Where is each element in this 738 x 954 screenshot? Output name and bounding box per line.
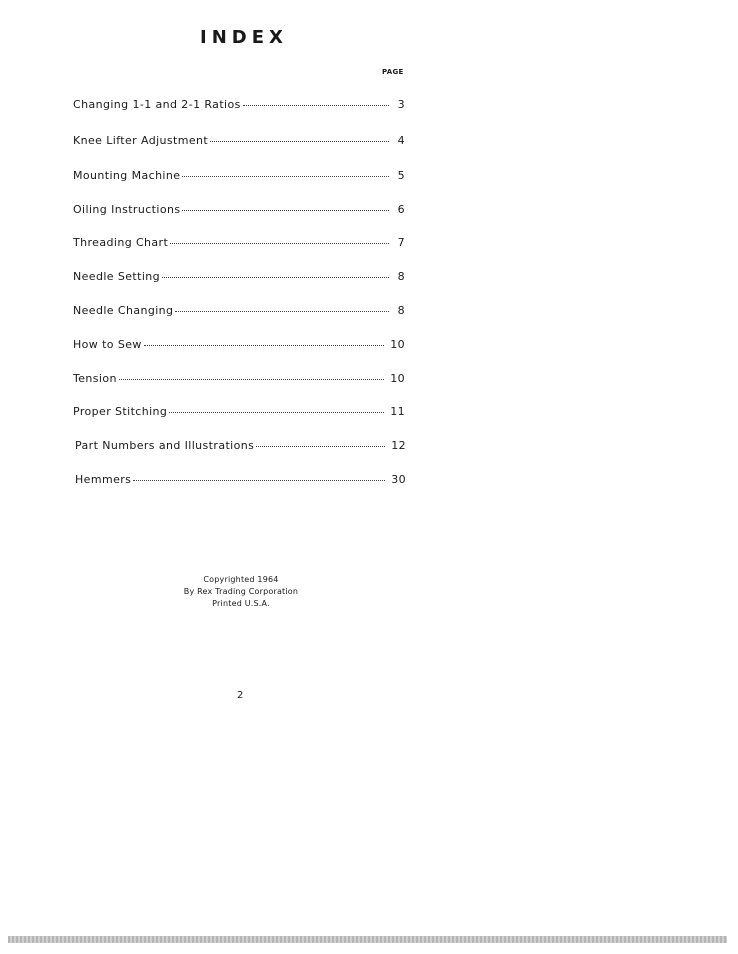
toc-entry-page: 8: [397, 304, 405, 317]
toc-entry-page: 11: [390, 405, 405, 418]
toc-entry-page: 6: [397, 203, 405, 216]
leader-dots: [162, 269, 389, 278]
toc-entry-page: 3: [397, 98, 405, 111]
toc-entry-title: Hemmers: [75, 473, 132, 486]
leader-dots: [119, 371, 384, 380]
toc-entry-title: Needle Setting: [73, 270, 161, 283]
page-column-heading: PAGE: [382, 68, 404, 76]
toc-entry: [75, 439, 406, 455]
leader-dots: [144, 337, 384, 346]
toc-entry-title: Oiling Instructions: [73, 203, 181, 216]
leader-dots: [243, 97, 389, 106]
toc-entry-page: 7: [397, 236, 405, 249]
publisher-line: By Rex Trading Corporation: [183, 587, 299, 596]
toc-entry: [75, 473, 406, 489]
leader-dots: [182, 168, 389, 177]
toc-entry-page: 12: [391, 439, 406, 452]
toc-entry-title: How to Sew: [73, 338, 142, 351]
page-title: INDEX: [200, 27, 288, 48]
leader-dots: [182, 202, 389, 211]
toc-entry-page: 10: [390, 338, 405, 351]
toc-entry-title: Part Numbers and Illustrations: [75, 439, 255, 452]
toc-entry: [73, 405, 405, 421]
leader-dots: [256, 438, 385, 447]
toc-entry-page: 30: [391, 473, 406, 486]
printed-line: Printed U.S.A.: [212, 599, 270, 608]
toc-entry: [73, 98, 405, 114]
toc-entry: [73, 304, 405, 320]
toc-entry: [73, 236, 405, 252]
toc-entry: [73, 203, 405, 219]
scan-edge-bar: [8, 936, 727, 943]
toc-entry: [73, 169, 405, 185]
page-number: 2: [237, 690, 244, 701]
toc-entry-page: 4: [397, 134, 405, 147]
toc-entry-title: Needle Changing: [73, 304, 174, 317]
leader-dots: [170, 235, 389, 244]
toc-entry-page: 5: [397, 169, 405, 182]
toc-entry-title: Threading Chart: [73, 236, 169, 249]
toc-entry: [73, 134, 405, 150]
toc-entry: [73, 270, 405, 286]
toc-entry-page: 8: [397, 270, 405, 283]
toc-entry-title: Changing 1-1 and 2-1 Ratios: [73, 98, 241, 111]
leader-dots: [133, 472, 385, 481]
toc-entry: [73, 338, 405, 354]
leader-dots: [175, 303, 389, 312]
copyright-line: Copyrighted 1964: [203, 575, 279, 584]
toc-entry-title: Knee Lifter Adjustment: [73, 134, 209, 147]
toc-entry-page: 10: [390, 372, 405, 385]
toc-entry-title: Proper Stitching: [73, 405, 168, 418]
toc-entry-title: Tension: [73, 372, 117, 385]
leader-dots: [169, 404, 384, 413]
copyright-notice: [160, 574, 322, 610]
leader-dots: [210, 133, 389, 142]
toc-entry-title: Mounting Machine: [73, 169, 181, 182]
toc-entry: [73, 372, 405, 388]
